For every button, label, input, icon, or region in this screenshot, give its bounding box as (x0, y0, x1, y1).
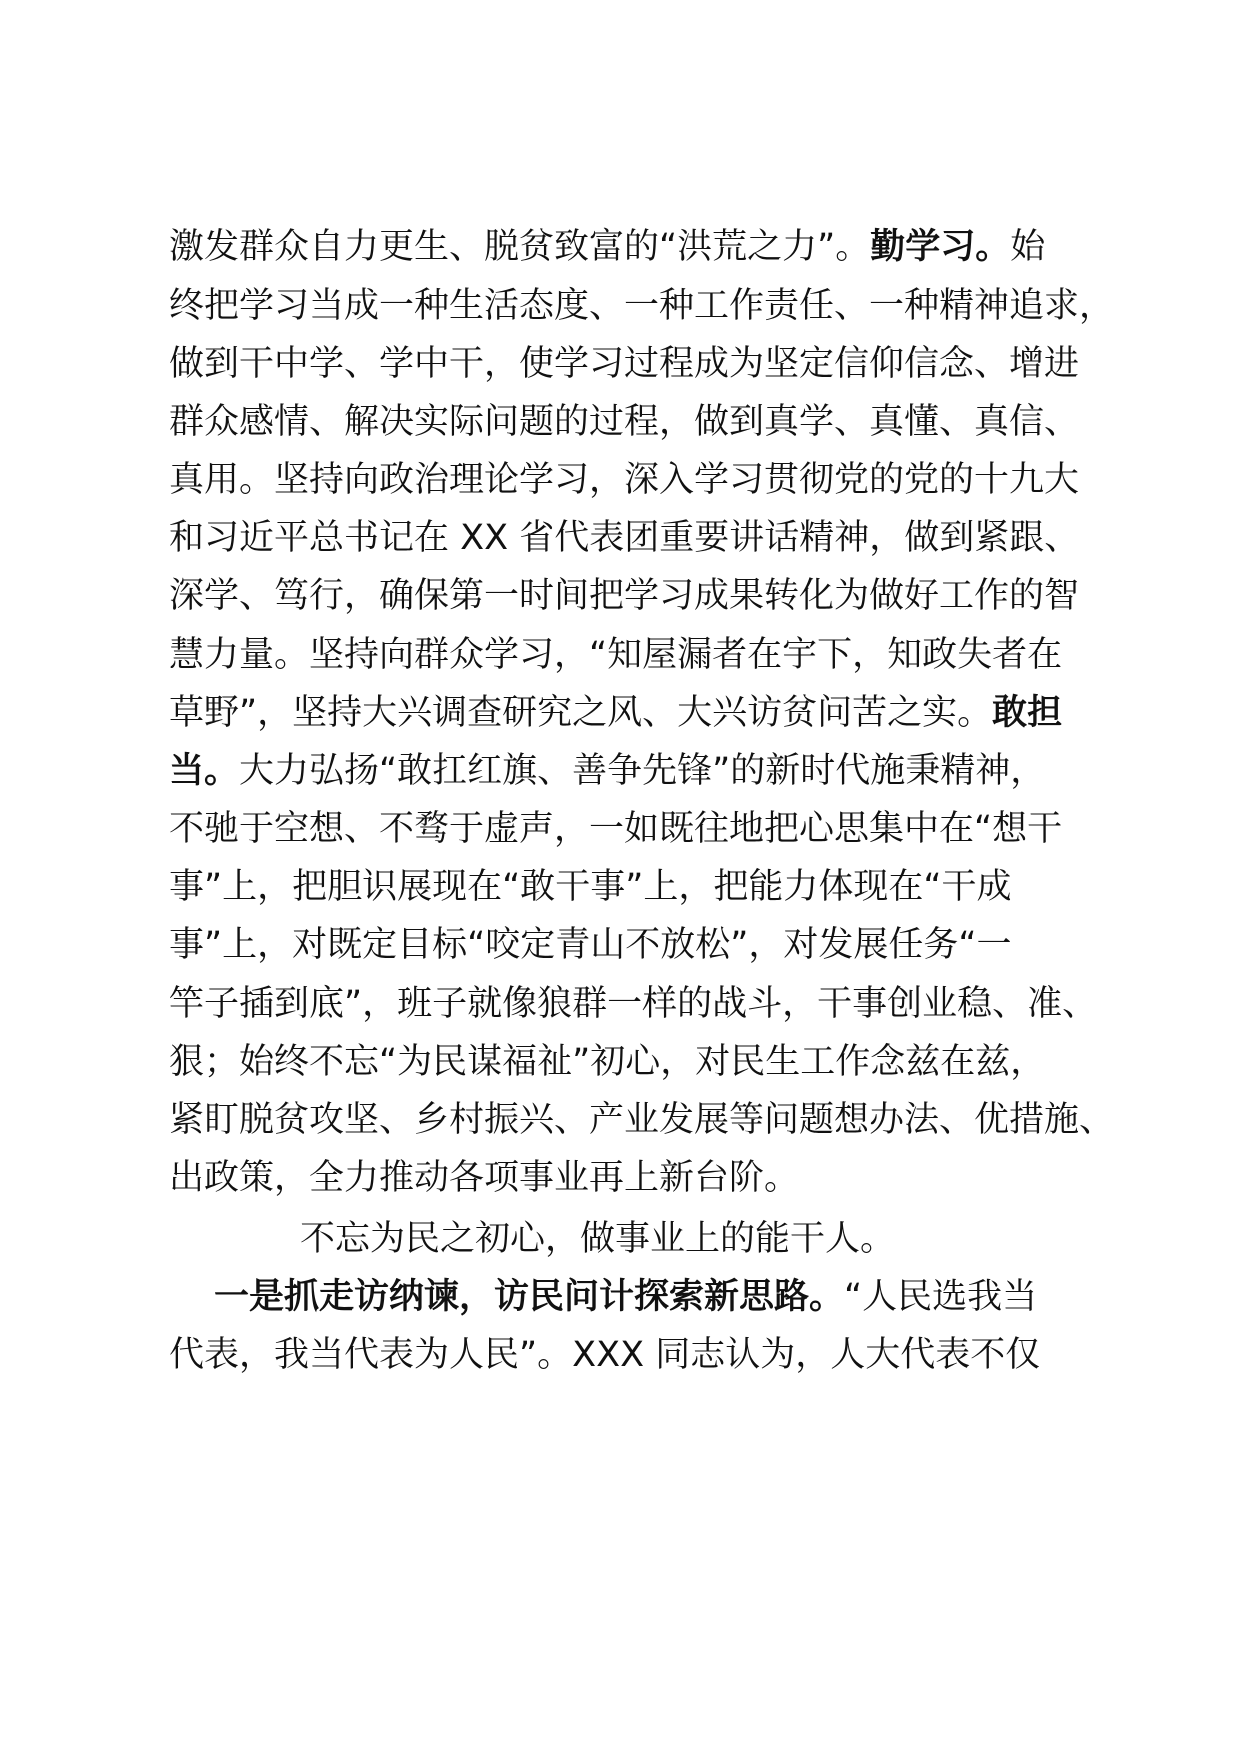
text-line (169, 809, 1169, 849)
text-line (169, 460, 1169, 500)
text-line (169, 1158, 1169, 1198)
text-segment: 代表，我当代表为人民”。XXX 同志认为，人大代表不仅 (169, 1335, 1041, 1375)
text-segment: 群众感情、解决实际问题的过程，做到真学、真懂、真信、 (169, 402, 1080, 442)
text-line (169, 984, 1169, 1024)
text-segment: 不驰于空想、不骛于虚声，一如既往地把心思集中在“想干 (169, 809, 1063, 849)
text-line (169, 1042, 1169, 1082)
text-segment: 出政策，全力推动各项事业再上新台阶。 (169, 1158, 800, 1198)
text-line (169, 751, 1169, 791)
text-segment: 深学、笃行，确保第一时间把学习成果转化为做好工作的智 (169, 576, 1080, 616)
bold-text-segment: 一是抓走访纳谏，访民问计探索新思路。 (214, 1277, 845, 1317)
text-segment: 不忘为民之初心，做事业上的能干人。 (300, 1219, 896, 1259)
text-segment: 和习近平总书记在 XX 省代表团重要讲话精神，做到紧跟、 (169, 518, 1080, 558)
text-line (169, 1335, 1169, 1375)
text-line (169, 576, 1169, 616)
bold-text-segment: 当。 (169, 751, 240, 791)
text-line (169, 286, 1169, 326)
text-line (214, 1277, 1214, 1317)
text-segment: 狠；始终不忘“为民谋福祉”初心，对民生工作念兹在兹， (169, 1042, 1046, 1082)
text-segment: 慧力量。坚持向群众学习，“知屋漏者在宇下，知政失者在 (169, 635, 1063, 675)
text-segment: 大力弘扬“敢扛红旗、善争先锋”的新时代施秉精神， (239, 751, 1046, 791)
text-line (169, 227, 1169, 267)
text-segment: 竿子插到底”，班子就像狼群一样的战斗，干事创业稳、准、 (169, 984, 1098, 1024)
bold-text-segment: 敢担 (992, 693, 1063, 733)
text-line (300, 1219, 1240, 1259)
text-line (169, 925, 1169, 965)
text-segment: 真用。坚持向政治理论学习，深入学习贯彻党的党的十九大 (169, 460, 1080, 500)
text-line (169, 402, 1169, 442)
text-line (169, 1100, 1169, 1140)
text-line (169, 693, 1169, 733)
bold-text-segment: 勤学习。 (870, 227, 1011, 267)
text-segment: 事”上，把胆识展现在“敢干事”上，把能力体现在“干成 (169, 867, 1012, 907)
text-segment: 事”上，对既定目标“咬定青山不放松”，对发展任务“一 (169, 925, 1012, 965)
text-segment: 紧盯脱贫攻坚、乡村振兴、产业发展等问题想办法、优措施、 (169, 1100, 1115, 1140)
text-line (169, 635, 1169, 675)
text-line (169, 867, 1169, 907)
text-segment: 做到干中学、学中干，使学习过程成为坚定信仰信念、增进 (169, 344, 1080, 384)
text-line (169, 344, 1169, 384)
text-segment: “人民选我当 (844, 1277, 1038, 1317)
text-segment: 终把学习当成一种生活态度、一种工作责任、一种精神追求， (169, 286, 1115, 326)
text-segment: 始 (1010, 227, 1046, 267)
text-line (169, 518, 1169, 558)
text-segment: 激发群众自力更生、脱贫致富的“洪荒之力”。 (169, 227, 871, 267)
text-segment: 草野”，坚持大兴调查研究之风、大兴访贫问苦之实。 (169, 693, 993, 733)
